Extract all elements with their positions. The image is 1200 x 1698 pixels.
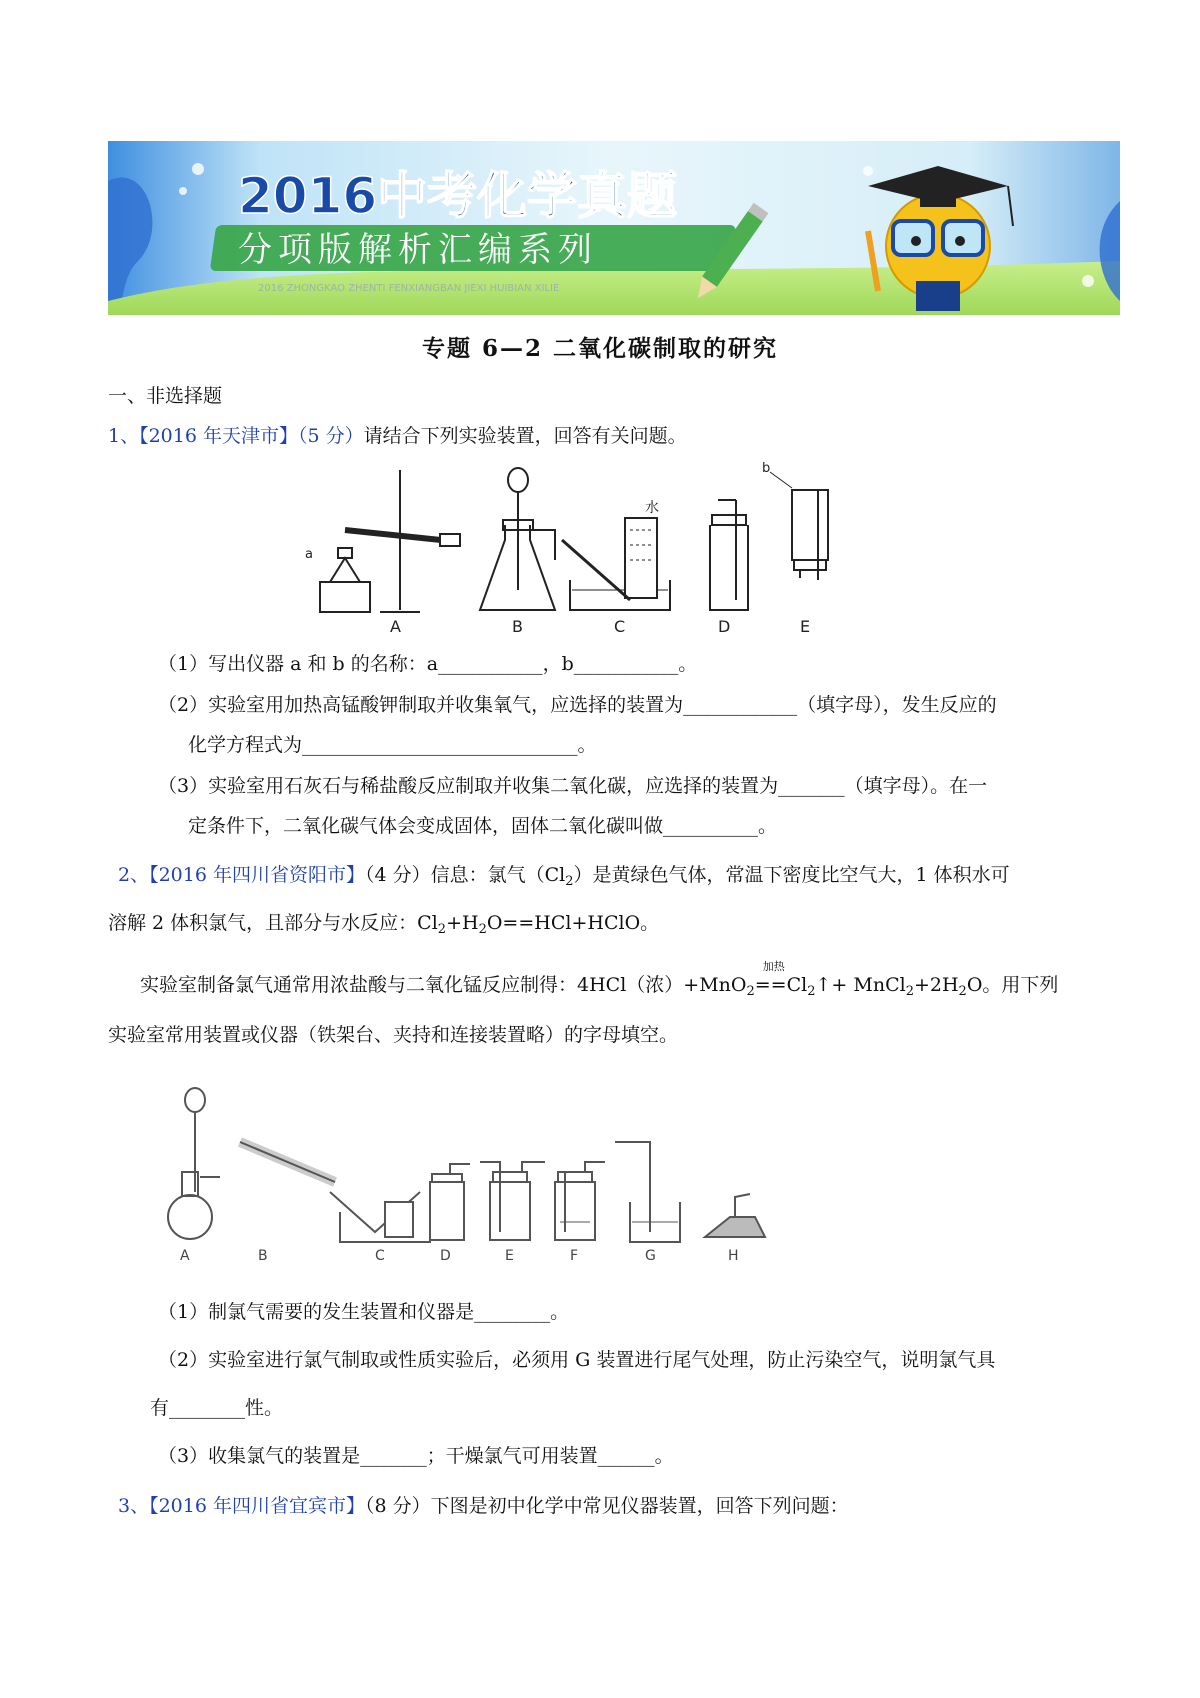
label-A: A [390, 617, 401, 636]
q1-score: （5 分） [298, 425, 364, 447]
q2-sub2-line1: （2）实验室进行氯气制取或性质实验后，必须用 G 装置进行尾气处理，防止污染空气，说明氯气具 [158, 1349, 996, 1371]
condition-heat-label: 加热 [762, 960, 785, 973]
fig2-label-F: F [570, 1248, 579, 1264]
label-E: E [800, 617, 811, 636]
q3-source: 【2016 年四川省宜宾市】 [149, 1495, 365, 1517]
q1-sub3-line1: （3）实验室用石灰石与稀盐酸反应制取并收集二氧化碳，应选择的装置为_______（填字母）。在一 [158, 775, 988, 797]
q2-score: （4 分） [365, 864, 431, 886]
apparatus-e [762, 461, 828, 636]
q2-line2-sub1: 2 [437, 922, 447, 937]
q2-line3-e: O。用下列 [966, 974, 1059, 996]
q2-apparatus-figure [160, 1082, 840, 1267]
apparatus-A-flask [168, 1088, 220, 1264]
q1-sub1: （1）写出仪器 a 和 b 的名称：a___________，b___________。 [158, 653, 698, 675]
q2-line3-sub4: 2 [958, 984, 967, 999]
label-a: a [305, 547, 313, 562]
banner-year-title: 2016中考化学真题 [238, 167, 678, 225]
banner-graphic [108, 141, 1120, 315]
q2-line2-sub2: 2 [478, 922, 487, 937]
fig2-label-B: B [258, 1248, 268, 1264]
fig2-label-E: E [505, 1248, 514, 1264]
q2-line4: 实验室常用装置或仪器（铁架台、夹持和连接装置略）的字母填空。 [108, 1024, 679, 1046]
apparatus-G-beaker [615, 1142, 680, 1264]
q2-sub1: （1）制氯气需要的发生装置和仪器是________。 [158, 1301, 570, 1323]
q2-line3-sub2: 2 [807, 984, 816, 999]
header-banner [108, 141, 1120, 315]
apparatus-D-bottle [430, 1164, 470, 1264]
fig2-label-H: H [728, 1248, 739, 1264]
q2-line2 [108, 910, 659, 936]
page-title: 专题 6—2 二氧化碳制取的研究 [421, 335, 779, 362]
fig2-label-D: D [440, 1248, 451, 1264]
q1-sub2-line2: 化学方程式为_____________________________。 [188, 734, 597, 756]
q3-stem: 下图是初中化学中常见仪器装置，回答下列问题： [430, 1495, 849, 1517]
q2-line2-a: 溶解 2 体积氯气，且部分与水反应：Cl [108, 912, 438, 934]
q1-sub2-line1: （2）实验室用加热高锰酸钾制取并收集氧气，应选择的装置为____________（填字母），发生反应的 [158, 694, 997, 716]
q2-line2-c: O==HCl+HClO。 [486, 912, 660, 934]
q2-sub2-line2: 有________性。 [150, 1397, 284, 1419]
label-water: 水 [645, 500, 659, 516]
q2-line3-sub3: 2 [905, 984, 914, 999]
q2-info-a: 信息：氯气（Cl [430, 864, 566, 886]
q2-line2-b: +H [446, 912, 479, 934]
apparatus-B-tube [240, 1142, 335, 1264]
q2-sub-cl2: 2 [565, 874, 574, 889]
q2-source: 【2016 年四川省资阳市】 [149, 864, 365, 886]
apparatus-d [710, 500, 748, 636]
q3-number: 3、 [118, 1495, 150, 1517]
label-D: D [718, 617, 731, 636]
apparatus-c [562, 499, 670, 636]
equals-sign: == [754, 974, 787, 996]
section-heading: 一、非选择题 [108, 385, 223, 407]
apparatus-E-bottle [480, 1162, 545, 1264]
fig2-label-A: A [180, 1248, 190, 1264]
q3-heading [118, 1493, 849, 1519]
label-B: B [512, 617, 523, 636]
apparatus-b [480, 468, 555, 636]
q2-sub3: （3）收集氯气的装置是_______；干燥氯气可用装置______。 [158, 1445, 674, 1467]
q3-score: （8 分） [365, 1495, 431, 1517]
apparatus-C-trough [330, 1192, 430, 1264]
apparatus-a [305, 470, 460, 636]
q2-line3-sub1: 2 [746, 984, 755, 999]
banner-pinyin: 2016 ZHONGKAO ZHENTI FENXIANGBAN JIEXI HUIBIAN XILIE [258, 283, 560, 294]
q2-line3-c: ↑+ MnCl [815, 974, 906, 996]
apparatus-H-lamp [705, 1194, 765, 1264]
q2-info-b: ）是黄绿色气体，常温下密度比空气大，1 体积水可 [573, 864, 1010, 886]
q1-source: 【2016 年天津市】 [139, 425, 298, 447]
fig2-label-C: C [375, 1248, 385, 1264]
label-b: b [762, 461, 771, 476]
q1-stem: 请结合下列实验装置，回答有关问题。 [363, 425, 687, 447]
fig2-label-G: G [645, 1248, 656, 1264]
q1-sub3-line2: 定条件下，二氧化碳气体会变成固体，固体二氧化碳叫做__________。 [188, 815, 778, 837]
q1-heading [108, 423, 687, 449]
q2-number: 2、 [118, 864, 150, 886]
heating-condition [754, 960, 787, 998]
q1-number: 1、 [108, 425, 140, 447]
banner-subtitle: 分项版解析汇编系列 [238, 230, 598, 270]
label-C: C [614, 617, 626, 636]
apparatus-F-bottle [555, 1162, 605, 1264]
q2-line3-d: +2H [913, 974, 959, 996]
q2-line3-b: Cl [786, 974, 808, 996]
q2-line1 [118, 862, 1010, 888]
q1-apparatus-figure [300, 460, 900, 638]
q2-line3 [140, 960, 1059, 999]
q2-line3-a: 实验室制备氯气通常用浓盐酸与二氧化锰反应制得：4HCl（浓）+MnO [140, 974, 747, 996]
